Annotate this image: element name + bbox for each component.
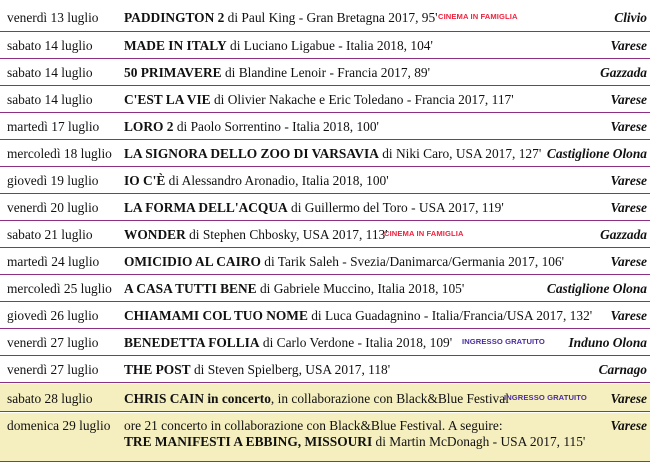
row-date: sabato 14 luglio: [7, 92, 93, 107]
row-date: venerdì 20 luglio: [7, 200, 99, 215]
row-film: [124, 92, 514, 108]
row-film: [124, 10, 438, 26]
row-date: sabato 14 luglio: [7, 65, 93, 80]
film-details: di Steven Spielberg, USA 2017, 118': [190, 362, 391, 377]
row-film: [124, 65, 430, 81]
row-date: mercoledì 25 luglio: [7, 281, 112, 296]
film-details: di Carlo Verdone - Italia 2018, 109': [259, 335, 453, 350]
film-title: C'EST LA VIE: [124, 92, 211, 107]
film-details: di Niki Caro, USA 2017, 127': [378, 146, 542, 161]
film-title: A CASA TUTTI BENE: [124, 281, 257, 296]
film-title: IO C'È: [124, 173, 166, 188]
row-location: Gazzada: [600, 65, 647, 80]
schedule-row: [0, 2, 650, 32]
row-location: Castiglione Olona: [546, 146, 647, 161]
schedule-row: [0, 221, 650, 248]
ingresso-gratuito-badge: INGRESSO GRATUITO: [462, 337, 545, 346]
row-date: giovedì 19 luglio: [7, 173, 99, 188]
row-film: [124, 281, 464, 297]
schedule-row: [0, 59, 650, 86]
film-details: , in collaborazione con Black&Blue Festival: [270, 391, 509, 406]
film-details: di Alessandro Aronadio, Italia 2018, 100': [165, 173, 389, 188]
row-location: Varese: [610, 92, 647, 107]
schedule-row-highlight: [0, 413, 650, 462]
row-film: [124, 391, 509, 407]
row-location: Varese: [610, 391, 647, 406]
row-location: Varese: [610, 308, 647, 323]
schedule-row: [0, 167, 650, 194]
schedule-row: [0, 86, 650, 113]
schedule-row: [0, 329, 650, 356]
row-location: Varese: [610, 119, 647, 134]
cinema-in-famiglia-badge: CINEMA IN FAMIGLIA: [384, 229, 464, 238]
film-title: CHIAMAMI COL TUO NOME: [124, 308, 308, 323]
row-location: Varese: [610, 418, 647, 433]
row-film: [124, 434, 585, 450]
film-details: di Olivier Nakache e Eric Toledano - Francia 2017, 117': [210, 92, 514, 107]
film-details: di Gabriele Muccino, Italia 2018, 105': [256, 281, 465, 296]
row-date: venerdì 13 luglio: [7, 10, 99, 25]
row-location: Varese: [610, 173, 647, 188]
film-details: di Tarik Saleh - Svezia/Danimarca/Germania 2017, 106': [260, 254, 565, 269]
row-date: sabato 28 luglio: [7, 391, 93, 406]
row-date: venerdì 27 luglio: [7, 362, 99, 377]
row-location: Gazzada: [600, 227, 647, 242]
schedule-row: [0, 140, 650, 167]
schedule-row: [0, 32, 650, 59]
row-date: domenica 29 luglio: [7, 418, 111, 433]
row-location: Varese: [610, 254, 647, 269]
film-title: 50 PRIMAVERE: [124, 65, 222, 80]
row-location: Castiglione Olona: [546, 281, 647, 296]
cinema-in-famiglia-badge: CINEMA IN FAMIGLIA: [438, 12, 518, 21]
film-title: CHRIS CAIN in concerto: [124, 391, 271, 406]
row-film: [124, 227, 388, 243]
row-film: [124, 335, 452, 351]
film-details: di Blandine Lenoir - Francia 2017, 89': [221, 65, 431, 80]
ingresso-gratuito-badge: INGRESSO GRATUITO: [504, 393, 587, 402]
row-film: [124, 308, 592, 324]
schedule-row: [0, 194, 650, 221]
row-location: Clivio: [614, 10, 647, 25]
row-date: venerdì 27 luglio: [7, 335, 99, 350]
schedule-row: [0, 302, 650, 329]
row-date: sabato 21 luglio: [7, 227, 93, 242]
row-date: martedì 24 luglio: [7, 254, 100, 269]
film-title: WONDER: [124, 227, 186, 242]
film-title: THE POST: [124, 362, 191, 377]
row-intro: ore 21 concerto in collaborazione con Black&Blue Festival. A seguire:: [124, 418, 503, 433]
film-details: di Martin McDonagh - USA 2017, 115': [372, 434, 586, 449]
schedule-row: [0, 356, 650, 383]
film-details: di Paul King - Gran Bretagna 2017, 95': [224, 10, 438, 25]
row-film: [124, 254, 564, 270]
film-title: BENEDETTA FOLLIA: [124, 335, 260, 350]
film-title: LORO 2: [124, 119, 174, 134]
row-film: [124, 38, 433, 54]
row-film: [124, 146, 541, 162]
schedule-row: [0, 248, 650, 275]
film-details: di Stephen Chbosky, USA 2017, 113': [185, 227, 388, 242]
film-details: di Guillermo del Toro - USA 2017, 119': [287, 200, 504, 215]
row-location: Varese: [610, 38, 647, 53]
film-details: di Luca Guadagnino - Italia/Francia/USA 2017, 132': [307, 308, 593, 323]
row-location: Carnago: [598, 362, 647, 377]
row-date: sabato 14 luglio: [7, 38, 93, 53]
row-date: mercoledì 18 luglio: [7, 146, 112, 161]
row-film: [124, 200, 504, 216]
row-date: giovedì 26 luglio: [7, 308, 99, 323]
film-title: LA SIGNORA DELLO ZOO DI VARSAVIA: [124, 146, 379, 161]
row-film: [124, 362, 390, 378]
row-date: martedì 17 luglio: [7, 119, 100, 134]
film-title: OMICIDIO AL CAIRO: [124, 254, 261, 269]
film-details: di Paolo Sorrentino - Italia 2018, 100': [173, 119, 379, 134]
film-title: PADDINGTON 2: [124, 10, 225, 25]
film-details: di Luciano Ligabue - Italia 2018, 104': [226, 38, 433, 53]
row-film: [124, 173, 389, 189]
schedule-row-highlight: [0, 384, 650, 412]
schedule-row: [0, 113, 650, 140]
row-film: [124, 119, 379, 135]
row-location: Varese: [610, 200, 647, 215]
schedule-row: [0, 275, 650, 302]
film-title: TRE MANIFESTI A EBBING, MISSOURI: [124, 434, 373, 449]
film-title: LA FORMA DELL'ACQUA: [124, 200, 288, 215]
film-title: MADE IN ITALY: [124, 38, 227, 53]
row-location: Induno Olona: [568, 335, 647, 350]
